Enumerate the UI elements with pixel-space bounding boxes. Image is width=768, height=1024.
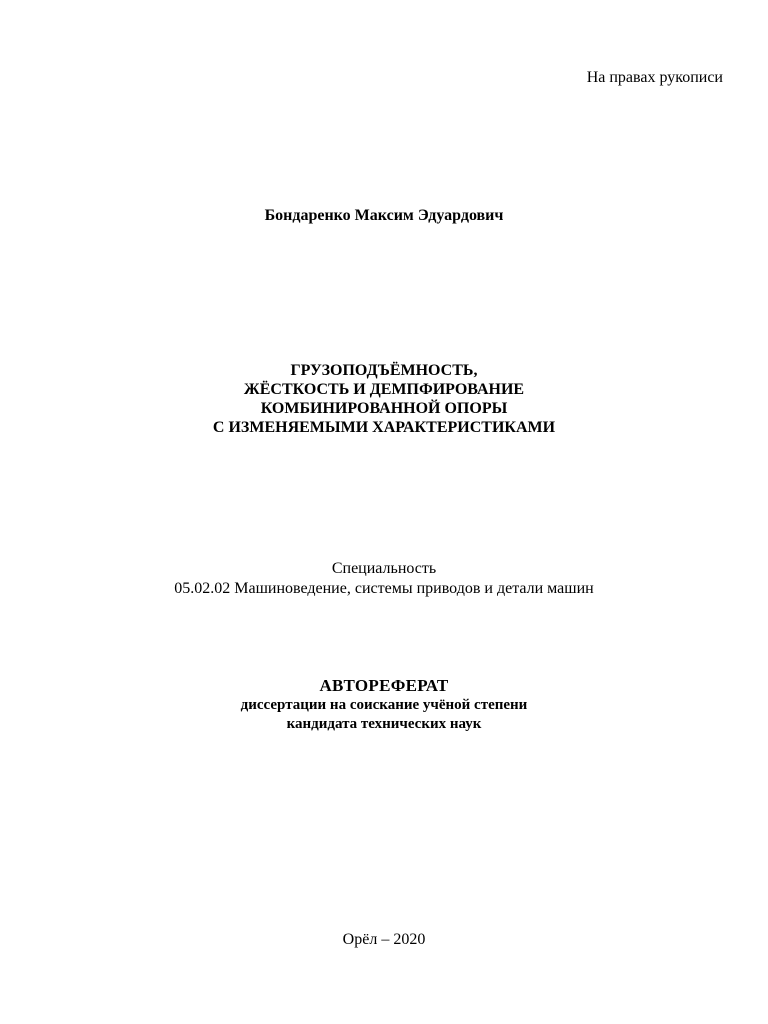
title-line: ЖЁСТКОСТЬ И ДЕМПФИРОВАНИЕ [243, 381, 525, 398]
manuscript-rights-note: На правах рукописи [586, 69, 723, 86]
specialty-label: Специальность [331, 560, 437, 577]
abstract-block [0, 676, 768, 734]
title-line: ГРУЗОПОДЪЁМНОСТЬ, [290, 362, 478, 379]
title-line: С ИЗМЕНЯЕМЫМИ ХАРАКТЕРИСТИКАМИ [212, 419, 556, 436]
abstract-line: диссертации на соискание учёной степени [240, 697, 528, 713]
specialty-block [0, 559, 768, 599]
abstract-line: кандидата технических наук [286, 716, 482, 732]
abstract-heading: АВТОРЕФЕРАТ [319, 676, 449, 695]
author-name: Бондаренко Максим Эдуардович [264, 207, 504, 224]
title-line: КОМБИНИРОВАННОЙ ОПОРЫ [260, 400, 508, 417]
dissertation-title [0, 361, 768, 437]
specialty-value: 05.02.02 Машиноведение, системы приводов и детали машин [174, 580, 594, 597]
place-year: Орёл – 2020 [342, 931, 426, 948]
